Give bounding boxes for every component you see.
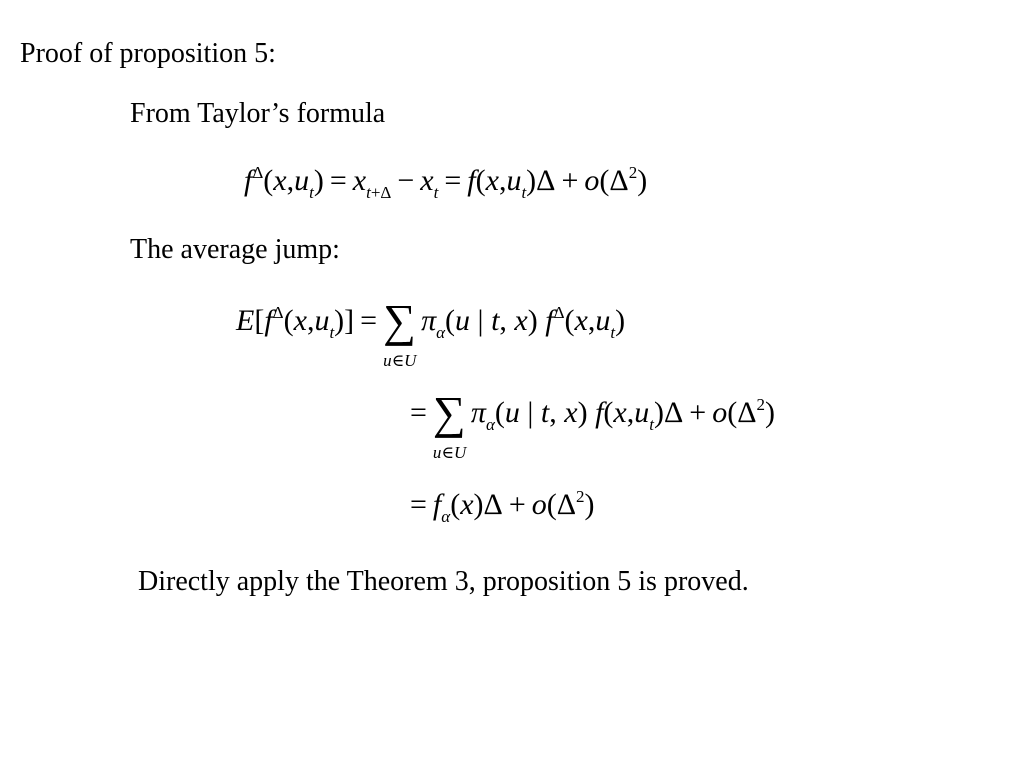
average-jump-label: The average jump: (130, 234, 340, 265)
summation-symbol: ∑ u∈U (432, 387, 467, 462)
expectation-equation-line-3: = $f_\alpha(x)\Delta + o(\Delta^2)$ (410, 487, 595, 526)
conclusion-text: Directly apply the Theorem 3, proposition 5 is proved. (138, 566, 749, 597)
intro-text: From Taylor’s formula (130, 98, 386, 129)
taylor-equation: $f^\Delta(x,u_t) = x_{t+\Delta} - x_t = f(x,u_t)\Delta + o(\Delta^2)$ (244, 163, 648, 202)
summation-symbol: ∑ u∈U (383, 295, 417, 370)
expectation-equation-line-2: = ∑ u∈U $\pi_\alpha(u$ | t, x) $f(x,u_t)\Delta + o(\Delta^2)$ (410, 387, 775, 462)
slide-title: Proof of proposition 5: (20, 38, 276, 69)
expectation-equation-line-1: $E[f^\Delta(x,u_t)]$ = ∑ u∈U $\pi_\alpha(u$ | t, x) $f^\Delta(x,u_t)$ (236, 295, 626, 370)
sum-index: u∈U (432, 443, 467, 462)
sum-index: u∈U (383, 351, 417, 370)
